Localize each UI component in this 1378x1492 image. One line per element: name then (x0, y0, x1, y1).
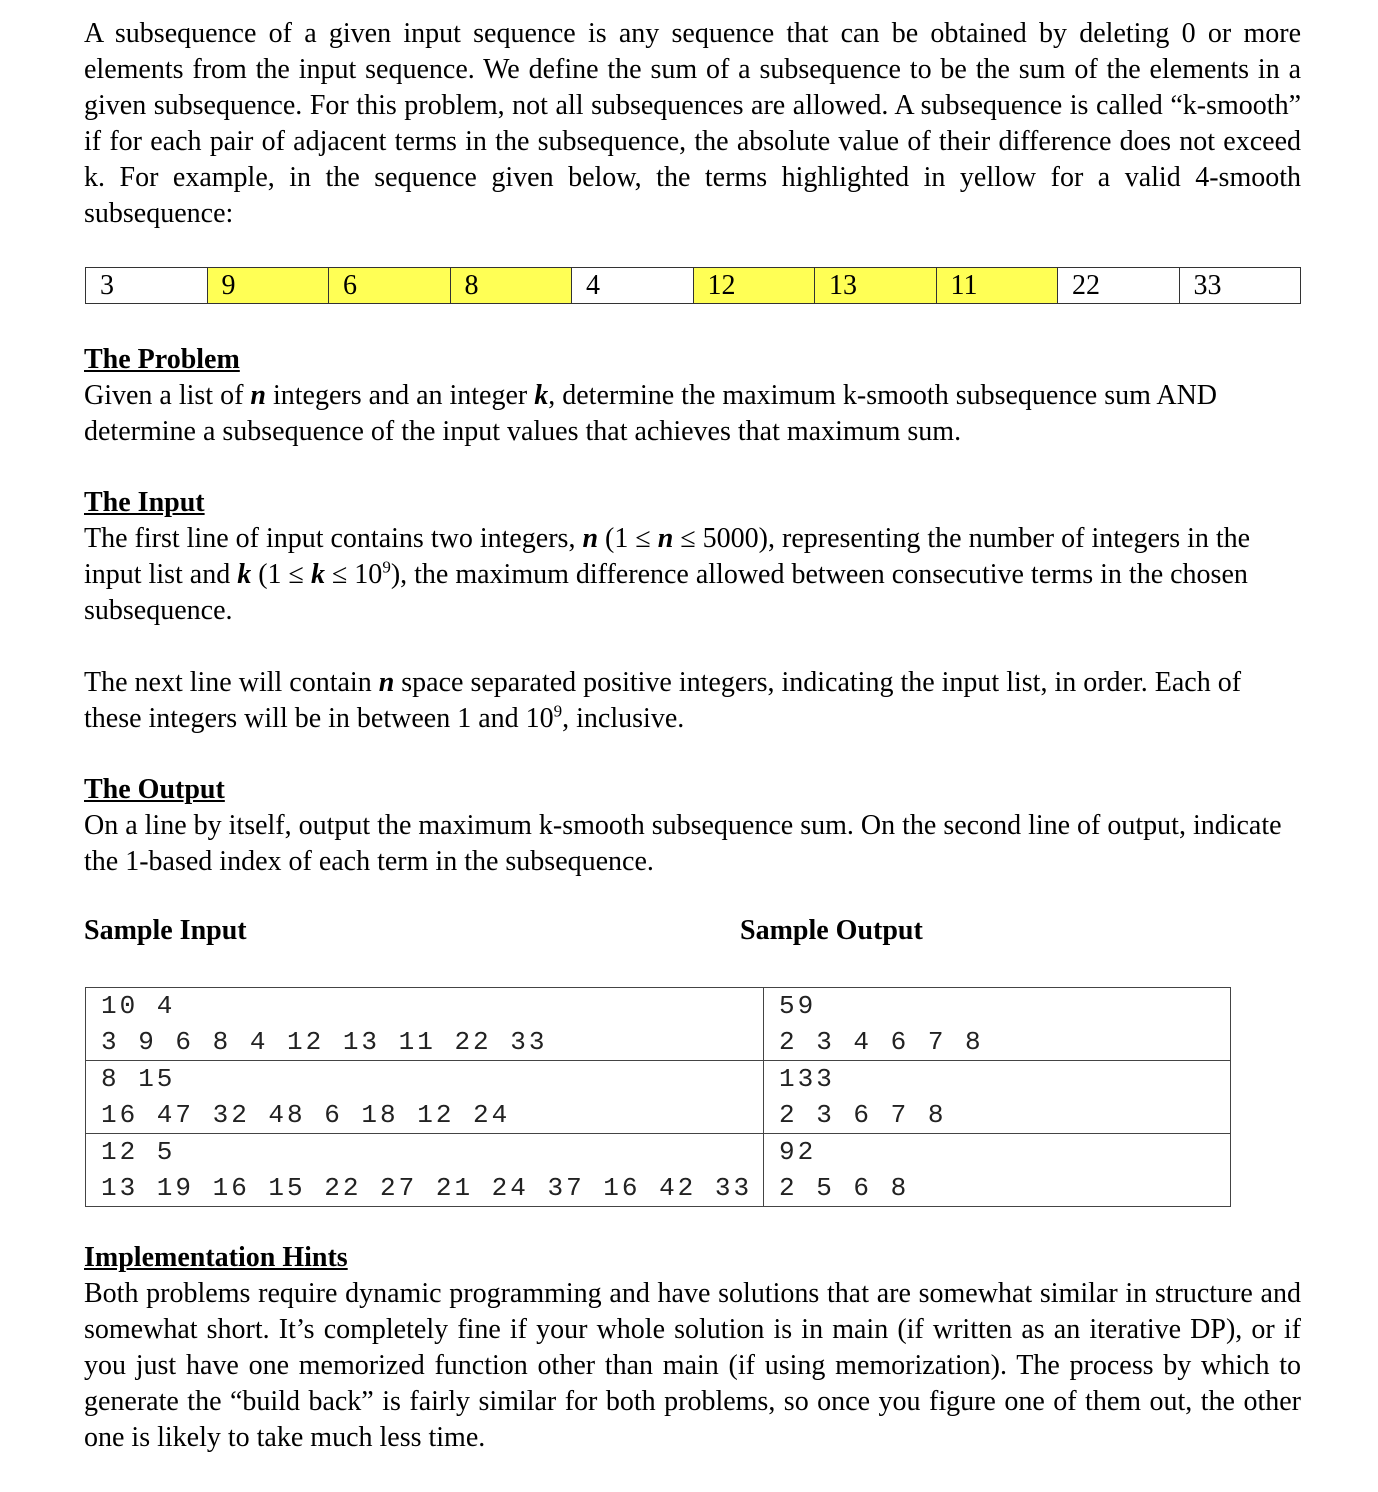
sample-output-cell: 133 2 3 6 7 8 (764, 1061, 1231, 1134)
sequence-cell: 13 (815, 268, 937, 304)
sequence-cell: 9 (207, 268, 329, 304)
sequence-cell: 12 (693, 268, 815, 304)
sequence-cell: 6 (329, 268, 451, 304)
hints-text: Both problems require dynamic programming and have solutions that are somewhat similar in structure and somewhat short. It’s completely fine if your whole solution is in main (if written as an iterative DP), or if you just have one memorized function other than main (if using memorization). The process by which to generate the “build back” is fairly similar for both problems, so once you figure one of them out, the other one is likely to take much less time. (84, 1278, 1301, 1453)
sample-input-cell: 8 15 16 47 32 48 6 18 12 24 (86, 1061, 764, 1134)
problem-section (84, 342, 1301, 450)
output-text: On a line by itself, output the maximum k-smooth subsequence sum. On the second line of output, indicate the 1-based index of each term in the subsequence. (84, 810, 1282, 877)
sample-row (86, 988, 1231, 1061)
input-section (84, 485, 1301, 737)
sample-output-cell: 59 2 3 4 6 7 8 (764, 988, 1231, 1061)
problem-heading: The Problem (84, 344, 240, 375)
sequence-cell: 4 (572, 268, 694, 304)
input-text-1: The first line of input contains two integers, n (1 ≤ n ≤ 5000), representing the number of integers in the input list and k $(1 \le k \le 10^9)$, the maximum difference allowed between consecutive terms in the chosen subsequence. (84, 523, 1251, 626)
sample-input-cell: 10 4 3 9 6 8 4 12 13 11 22 33 (86, 988, 764, 1061)
sequence-cell: 33 (1179, 268, 1301, 304)
sequence-cell: 22 (1058, 268, 1180, 304)
sample-input-label: Sample Input (84, 915, 247, 946)
sequence-cell: 11 (936, 268, 1058, 304)
output-heading: The Output (84, 774, 225, 805)
sequence-table (85, 267, 1301, 304)
input-text-2: The next line will contain n space separated positive integers, indicating the input list, in order. Each of these integers will be in between 1 and $10^9$, inclusive. (84, 667, 1242, 734)
sample-row (86, 1061, 1231, 1134)
intro-paragraph: A subsequence of a given input sequence is any sequence that can be obtained by deleting 0 or more elements from the input sequence. We define the sum of a subsequence to be the sum of the elements in a given subsequence. For this problem, not all subsequences are allowed. A subsequence is called “k-smooth” if for each pair of adjacent terms in the subsequence, the absolute value of their difference does not exceed k. For example, in the sequence given below, the terms highlighted in yellow for a valid 4-smooth subsequence: (84, 18, 1301, 229)
output-section (84, 772, 1301, 880)
sample-input-cell: 12 5 13 19 16 15 22 27 21 24 37 16 42 33 (86, 1134, 764, 1207)
sample-row (86, 1134, 1231, 1207)
problem-text: Given a list of n integers and an integer k, determine the maximum k-smooth subsequence sum AND determine a subsequence of the input values that achieves that maximum sum. (84, 380, 1218, 447)
sample-output-cell: 92 2 5 6 8 (764, 1134, 1231, 1207)
hints-section (84, 1240, 1301, 1456)
sample-output-label: Sample Output (740, 915, 923, 946)
sequence-cell: 8 (450, 268, 572, 304)
input-heading: The Input (84, 487, 205, 518)
hints-heading: Implementation Hints (84, 1242, 348, 1273)
sample-table (85, 987, 1231, 1207)
sequence-cell: 3 (86, 268, 208, 304)
